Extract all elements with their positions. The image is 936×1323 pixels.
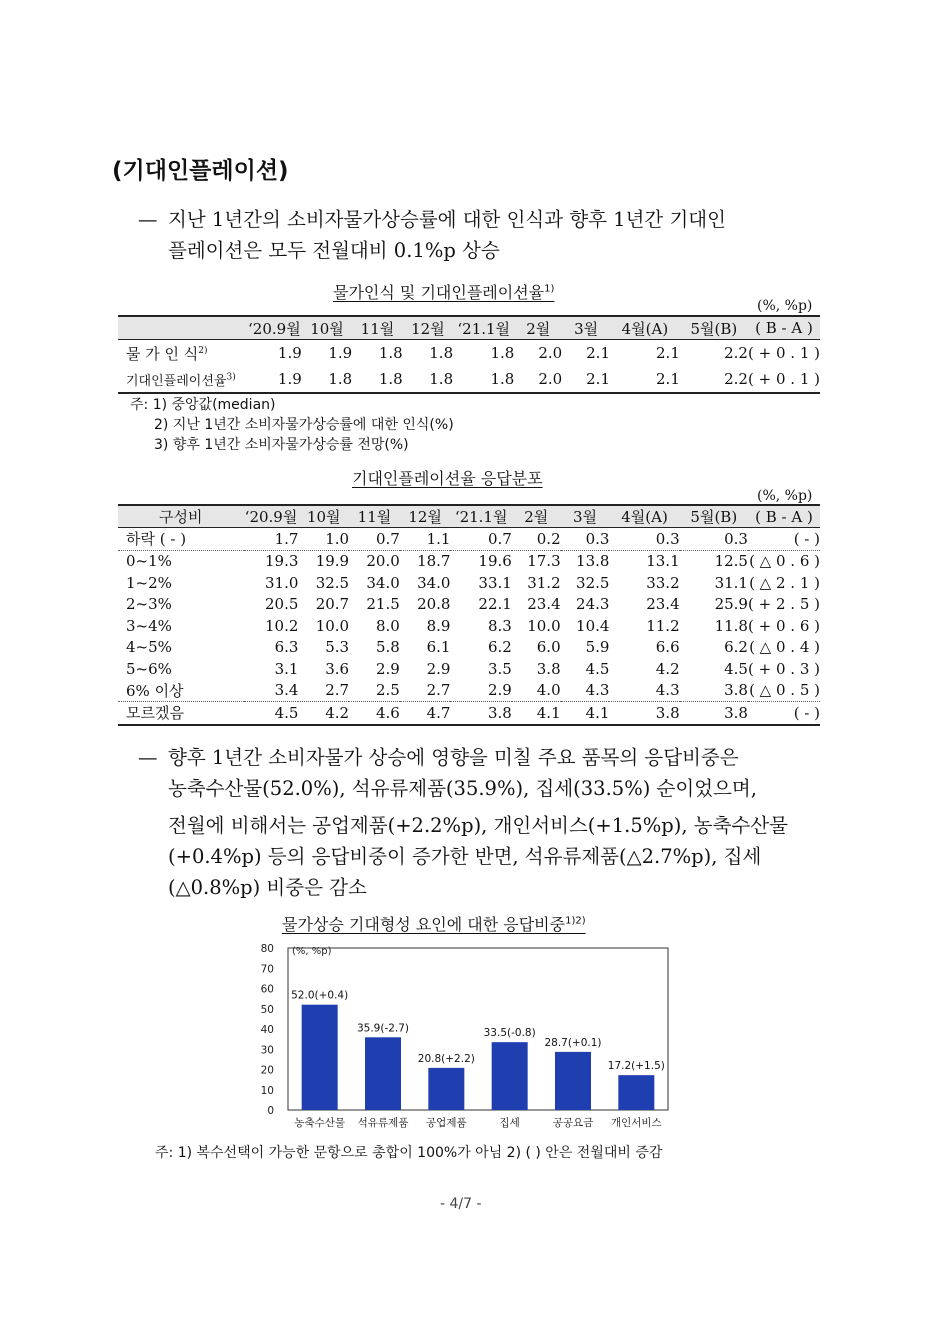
table-cell: 25.9 <box>714 595 748 614</box>
table-cell: 0.7 <box>450 528 511 551</box>
table-cell: 4.3 <box>561 680 610 702</box>
bullet-paragraph-1 <box>138 204 838 266</box>
table-cell: 3.8 <box>450 702 511 725</box>
table-row <box>118 658 820 680</box>
table-cell: 33.1 <box>478 573 512 592</box>
table-row <box>118 572 820 594</box>
x-category-label: 공업제품 <box>426 1117 467 1129</box>
table-row <box>118 702 820 725</box>
table-cell: 1.0 <box>298 528 349 551</box>
table-cell: 1.9 <box>328 344 353 362</box>
y-tick-label: 60 <box>260 983 274 996</box>
table-cell: 34.0 <box>366 573 400 592</box>
table1-header-row <box>118 316 820 340</box>
table2-unit: (%, %p) <box>757 488 813 504</box>
table-cell: 2.1 <box>562 366 610 393</box>
row-label: 0~1% <box>126 552 172 571</box>
table-cell: 21.5 <box>366 595 400 614</box>
table-cell: 3.1 <box>274 659 299 678</box>
table-cell: 20.8 <box>417 595 451 614</box>
table-cell: 17.3 <box>527 552 561 571</box>
table-cell: 3.8 <box>680 680 748 702</box>
table-cell: 2.1 <box>656 344 680 362</box>
table-row <box>118 366 820 393</box>
table-cell: 4.0 <box>512 680 561 702</box>
table2-header-cell: ‘20.9월 <box>244 505 299 528</box>
table-cell: 23.4 <box>527 595 561 614</box>
table-cell: 23.4 <box>646 595 680 614</box>
row-label: 하락 ( - ) <box>118 528 244 551</box>
table-cell: 32.5 <box>576 573 610 592</box>
table-cell: 13.1 <box>646 552 680 571</box>
table-inflation-distribution <box>118 504 820 726</box>
row-label: 1~2% <box>126 573 172 592</box>
table2-header-cell: ( B - A ) <box>748 505 820 528</box>
table-cell: 11.2 <box>646 616 680 635</box>
table-cell: 6.6 <box>655 638 680 657</box>
y-tick-label: 50 <box>260 1003 274 1016</box>
table-cell: 4.2 <box>655 659 680 678</box>
table2-header-cell: 12월 <box>400 505 451 528</box>
table-row <box>118 615 820 637</box>
table-cell: ( - ) <box>748 702 820 725</box>
table-cell: 0.7 <box>349 528 400 551</box>
table1-notes <box>130 395 454 455</box>
table-cell: 13.8 <box>576 552 610 571</box>
table-cell: 1.8 <box>378 344 403 362</box>
table-cell: ( △ 0 . 5 ) <box>748 680 820 702</box>
table1-header-cell: 2월 <box>514 316 562 340</box>
table-cell: 1.1 <box>400 528 451 551</box>
row-label: 3~4% <box>126 616 172 635</box>
table-row <box>118 594 820 616</box>
table-cell: ( + 0 . 6 ) <box>748 616 820 635</box>
bar-chart <box>250 938 680 1138</box>
bar <box>555 1052 591 1110</box>
table2-header-cell: 2월 <box>512 505 561 528</box>
table-cell: 4.5 <box>724 659 748 678</box>
table-cell: 12.5 <box>714 552 748 571</box>
plot-frame <box>288 948 668 1110</box>
table-cell: 1.8 <box>490 344 515 362</box>
table-cell: 1.9 <box>247 366 302 393</box>
table1-header-cell: 11월 <box>352 316 402 340</box>
bullet2-line2: 농축수산물(52.0%), 석유류제품(35.9%), 집세(33.5%) 순이었으며, <box>168 777 757 800</box>
table-cell: 19.3 <box>265 552 299 571</box>
x-category-label: 개인서비스 <box>610 1117 662 1129</box>
table-cell: 3.4 <box>244 680 299 702</box>
table-cell: 4.5 <box>585 659 610 678</box>
table-cell: 0.3 <box>561 528 610 551</box>
table-cell: 3.8 <box>680 702 748 725</box>
bar <box>302 1005 338 1110</box>
table-cell: 10.2 <box>265 616 299 635</box>
table-cell: 31.2 <box>527 573 561 592</box>
table-cell: 11.8 <box>714 616 748 635</box>
table1-header-cell: 10월 <box>302 316 352 340</box>
table-cell: 5.9 <box>585 638 610 657</box>
table2-header-cell: ‘21.1월 <box>450 505 511 528</box>
table-cell: 6.2 <box>487 638 512 657</box>
table-cell: 0.2 <box>512 528 561 551</box>
chart-note: 주: 1) 복수선택이 가능한 문항으로 총합이 100%가 아님 2) ( ) 안은 전월대비 증감 <box>155 1145 663 1161</box>
table-cell: 34.0 <box>417 573 451 592</box>
data-label: 20.8(+2.2) <box>417 1052 475 1065</box>
table-cell: ( + 0 . 3 ) <box>748 659 820 678</box>
table-cell: 31.0 <box>265 573 299 592</box>
table-cell: 4.3 <box>609 680 679 702</box>
table2-header-cell: 3월 <box>561 505 610 528</box>
table-row <box>118 680 820 702</box>
table-cell: 19.9 <box>315 552 350 571</box>
table-cell: 2.9 <box>450 680 511 702</box>
table-cell: 1.8 <box>429 344 454 362</box>
table-cell: 4.1 <box>561 702 610 725</box>
table-cell: 2.7 <box>400 680 451 702</box>
table-row <box>118 340 820 367</box>
y-tick-label: 30 <box>260 1044 274 1057</box>
bar <box>492 1042 528 1110</box>
table-cell: 2.2 <box>724 344 748 362</box>
bullet1-line2: 플레이션은 모두 전월대비 0.1%p 상승 <box>168 239 500 262</box>
table-cell: 4.5 <box>244 702 299 725</box>
table1-header-cell: ‘20.9월 <box>247 316 302 340</box>
table-cell: 0.3 <box>680 528 748 551</box>
table-cell: ( △ 0 . 4 ) <box>749 638 820 657</box>
table-cell: 10.4 <box>576 616 610 635</box>
table-cell: 8.3 <box>487 616 512 635</box>
table2-header-cell: 5월(B) <box>680 505 748 528</box>
page-number: - 4/7 - <box>440 1196 482 1212</box>
table-cell: 6.0 <box>536 638 561 657</box>
bar <box>428 1068 464 1110</box>
table-cell: 32.5 <box>315 573 350 592</box>
row-label: 5~6% <box>126 659 172 678</box>
table-cell: 2.0 <box>514 366 562 393</box>
table-cell: 2.7 <box>298 680 349 702</box>
bar <box>365 1037 401 1110</box>
row-label: 6% 이상 <box>118 680 244 702</box>
table1-unit: (%, %p) <box>757 298 813 314</box>
row-label: 2~3% <box>126 595 172 614</box>
y-tick-label: 80 <box>260 943 274 955</box>
row-label: 기대인플레이션율$^{3)}$ <box>118 366 247 393</box>
table1-title: 물가인식 및 기대인플레이션율$^{1)}$ <box>333 283 555 302</box>
row-label: 4~5% <box>126 638 172 657</box>
table1-header-cell: 4월(A) <box>610 316 680 340</box>
table-cell: ( + 2 . 5 ) <box>748 595 820 614</box>
x-category-label: 공공요금 <box>552 1117 594 1129</box>
bullet-dash: — <box>138 208 158 231</box>
table-row <box>118 528 820 551</box>
y-tick-label: 10 <box>260 1084 274 1097</box>
table1-note: 주: 1) 중앙값(median) <box>130 397 276 413</box>
table1-header-cell: 5월(B) <box>680 316 748 340</box>
bullet1-line1: 지난 1년간의 소비자물가상승률에 대한 인식과 향후 1년간 기대인 <box>168 208 726 231</box>
table-cell: 2.1 <box>610 366 680 393</box>
table-cell: 20.7 <box>315 595 350 614</box>
y-tick-label: 70 <box>260 963 274 976</box>
table-cell: 5.3 <box>325 638 350 657</box>
table-cell: 22.1 <box>478 595 512 614</box>
chart-unit-label: (%, %p) <box>292 946 332 957</box>
y-tick-label: 40 <box>260 1024 274 1036</box>
table-cell: 1.9 <box>277 344 302 362</box>
table2-header-row <box>118 505 820 528</box>
bullet2-line4: (+0.4%p) 등의 응답비중이 증가한 반면, 석유류제품(△2.7%p), 집세 <box>168 845 762 868</box>
table-cell: 1.8 <box>352 366 402 393</box>
table-row <box>118 550 820 572</box>
table-cell: 1.8 <box>403 366 453 393</box>
bullet-dash: — <box>138 746 158 769</box>
section-title: (기대인플레이션) <box>112 158 289 184</box>
table2-header-cell: 4월(A) <box>609 505 679 528</box>
row-label: 물 가 인 식$^{2)}$ <box>126 344 208 363</box>
y-tick-label: 0 <box>267 1105 274 1117</box>
table-cell: 1.7 <box>244 528 299 551</box>
table-cell: 33.2 <box>646 573 680 592</box>
table1-header-cell: 12월 <box>403 316 453 340</box>
data-label: 33.5(-0.8) <box>483 1027 536 1040</box>
table-cell: 18.7 <box>417 552 451 571</box>
chart-title: 물가상승 기대형성 요인에 대한 응답비중$^{1)2)}$ <box>282 915 586 934</box>
bar <box>618 1075 654 1110</box>
table-cell: 4.1 <box>512 702 561 725</box>
y-tick-label: 20 <box>260 1064 274 1077</box>
table-cell: 2.5 <box>349 680 400 702</box>
table-price-perception <box>118 315 820 394</box>
table-cell: 3.6 <box>325 659 350 678</box>
table2-header-cell: 10월 <box>298 505 349 528</box>
table-cell: 20.5 <box>265 595 299 614</box>
data-label: 17.2(+1.5) <box>607 1060 665 1073</box>
table-cell: 4.6 <box>349 702 400 725</box>
table2-header-cell: 11월 <box>349 505 400 528</box>
x-category-label: 농축수산물 <box>294 1117 346 1129</box>
table1-header-cell: 3월 <box>562 316 610 340</box>
table1-note: 2) 지난 1년간 소비자물가상승률에 대한 인식(%) <box>154 417 454 433</box>
data-label: 28.7(+0.1) <box>544 1036 602 1049</box>
bullet2-line3: 전월에 비해서는 공업제품(+2.2%p), 개인서비스(+1.5%p), 농축수산물 <box>168 814 788 837</box>
table-cell: ( + 0 . 1 ) <box>748 366 820 393</box>
table-cell: 10.0 <box>315 616 350 635</box>
x-category-label: 석유류제품 <box>357 1117 409 1129</box>
table-cell: ( △ 2 . 1 ) <box>749 573 820 592</box>
table-cell: 5.8 <box>375 638 400 657</box>
table-cell: 6.3 <box>274 638 299 657</box>
table-cell: 20.0 <box>366 552 400 571</box>
table-cell: 0.3 <box>609 528 679 551</box>
table-cell: ( △ 0 . 6 ) <box>749 552 820 571</box>
table-cell: 3.5 <box>487 659 512 678</box>
table1-header-cell: ‘21.1월 <box>453 316 514 340</box>
table-cell: 10.0 <box>527 616 561 635</box>
table-cell: 1.8 <box>453 366 514 393</box>
table-cell: 2.1 <box>586 344 610 362</box>
table-cell: ( + 0 . 1 ) <box>748 344 820 362</box>
table-cell: 2.9 <box>375 659 400 678</box>
table-cell: 2.9 <box>426 659 451 678</box>
table-cell: 2.2 <box>680 366 748 393</box>
table-cell: 6.1 <box>426 638 451 657</box>
table2-title: 기대인플레이션율 응답분포 <box>352 469 543 488</box>
table-cell: 31.1 <box>714 573 748 592</box>
table-cell: 4.7 <box>400 702 451 725</box>
table-cell: 8.0 <box>375 616 400 635</box>
table2-header-cell: 구성비 <box>118 505 244 528</box>
table-cell: 8.9 <box>426 616 451 635</box>
table-row <box>118 637 820 659</box>
table-cell: 6.2 <box>724 638 748 657</box>
table-cell: ( - ) <box>748 528 820 551</box>
data-label: 52.0(+0.4) <box>291 989 349 1002</box>
row-label: 모르겠음 <box>118 702 244 725</box>
table-cell: 4.2 <box>298 702 349 725</box>
table1-header-cell <box>118 316 247 340</box>
table-cell: 19.6 <box>478 552 512 571</box>
bullet2-line5: (△0.8%p) 비중은 감소 <box>168 876 367 899</box>
table-cell: 24.3 <box>576 595 610 614</box>
table-cell: 3.8 <box>536 659 561 678</box>
table1-header-cell: ( B - A ) <box>748 316 820 340</box>
bullet2-line1: 향후 1년간 소비자물가 상승에 영향을 미칠 주요 품목의 응답비중은 <box>168 746 739 769</box>
table-cell: 1.8 <box>302 366 352 393</box>
x-category-label: 집세 <box>499 1117 520 1129</box>
table-cell: 2.0 <box>538 344 563 362</box>
data-label: 35.9(-2.7) <box>356 1022 410 1035</box>
table-cell: 3.8 <box>609 702 679 725</box>
table1-note: 3) 향후 1년간 소비자물가상승률 전망(%) <box>154 437 409 453</box>
bullet-paragraph-2 <box>138 742 838 903</box>
